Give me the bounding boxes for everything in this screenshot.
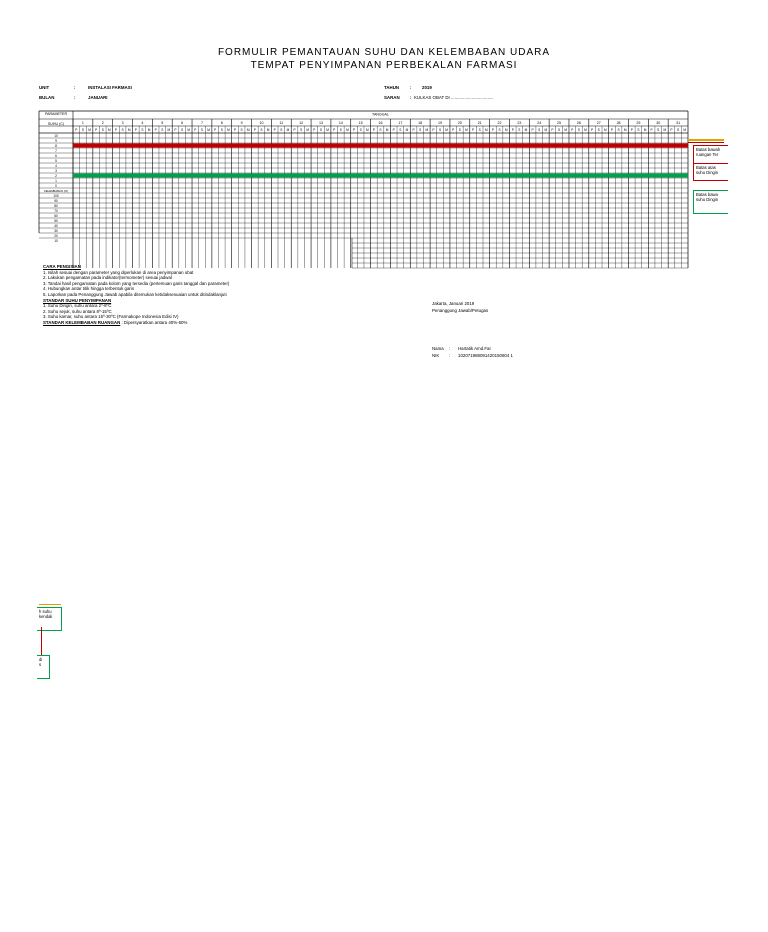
shift-label: M bbox=[346, 128, 349, 132]
bulan-separator: : bbox=[74, 95, 76, 100]
shift-label: S bbox=[538, 128, 541, 132]
note-upper-cold-limit bbox=[693, 163, 728, 181]
day-number: 15 bbox=[358, 121, 363, 125]
note-connector-red bbox=[688, 142, 724, 143]
day-number: 23 bbox=[517, 121, 522, 125]
standar-suhu-item: 1. Suhu Dingin, suhu antara 2º-8ºC bbox=[43, 303, 112, 309]
shift-label: P bbox=[333, 128, 336, 132]
signature-nama-value: Hartatik Amd.Far bbox=[458, 346, 491, 351]
shift-label: M bbox=[425, 128, 429, 132]
note-left-box2 bbox=[37, 655, 50, 679]
shift-label: P bbox=[233, 128, 237, 132]
shift-label: P bbox=[630, 128, 633, 132]
shift-label: M bbox=[88, 128, 91, 132]
shift-label: S bbox=[81, 128, 84, 132]
day-number: 10 bbox=[259, 121, 264, 125]
shift-label: P bbox=[75, 128, 78, 132]
note-connector-orange-left bbox=[39, 604, 61, 605]
day-number: 2 bbox=[101, 121, 104, 125]
shift-label: S bbox=[518, 128, 521, 132]
tahun-value: 2019 bbox=[422, 85, 432, 90]
note-text: Batas bawa bbox=[696, 192, 718, 197]
instructions bbox=[43, 264, 229, 326]
shift-label: M bbox=[524, 128, 528, 132]
row-label: 7 bbox=[55, 148, 57, 153]
standar-kelembaban-title: STANDAR KELEMBABAN RUANGAN bbox=[43, 319, 121, 325]
shift-label: S bbox=[657, 128, 660, 132]
sarana-value: KULKAS OBAT DI ................................... bbox=[414, 95, 494, 100]
day-number: 28 bbox=[616, 121, 621, 125]
cara-item: 1. Isilah sesuai dengan parameter yang diperlukan di area penyimpanan obat bbox=[43, 269, 194, 275]
shift-label: S bbox=[399, 128, 402, 132]
shift-label: M bbox=[286, 128, 290, 132]
shift-label: M bbox=[504, 128, 508, 132]
day-number: 7 bbox=[200, 121, 203, 125]
day-number: 18 bbox=[418, 121, 423, 125]
shift-label: P bbox=[194, 128, 197, 132]
shift-label: M bbox=[108, 128, 111, 132]
row-label: 90 bbox=[54, 198, 58, 203]
shift-label: P bbox=[313, 128, 316, 132]
shift-label: S bbox=[597, 128, 600, 132]
row-label: 5 bbox=[55, 158, 57, 163]
unit-label: UNIT bbox=[39, 85, 50, 90]
standar-suhu-title: STANDAR SUHU PENYIMPANAN bbox=[43, 297, 112, 303]
day-number: 16 bbox=[378, 121, 383, 125]
note-text: Batas atas bbox=[696, 165, 716, 170]
day-number: 1 bbox=[81, 121, 84, 125]
lower-limit-band bbox=[73, 173, 688, 177]
parameter-header: PARAMETER bbox=[44, 112, 68, 116]
shift-label: M bbox=[683, 128, 687, 132]
row-label: KELEMBABAN (%) bbox=[43, 188, 69, 193]
shift-label: M bbox=[465, 128, 468, 132]
shift-label: S bbox=[319, 128, 323, 132]
day-number: 30 bbox=[656, 121, 661, 125]
shift-label: P bbox=[154, 128, 157, 132]
row-label: 1 bbox=[55, 178, 57, 183]
shift-label: P bbox=[551, 128, 554, 132]
sarana-label: SARAN bbox=[384, 95, 400, 100]
note-text: suhu Dingin bbox=[696, 170, 719, 175]
day-number: 11 bbox=[279, 121, 284, 125]
day-number: 27 bbox=[596, 121, 601, 125]
form-title-line2: TEMPAT PENYIMPANAN PERBEKALAN FARMASI bbox=[250, 60, 518, 71]
cara-pengisian-title: CARA PENGISIAN bbox=[43, 264, 81, 269]
signature-nama-sep: : bbox=[449, 346, 451, 351]
shift-label: M bbox=[643, 128, 647, 132]
shift-label: S bbox=[200, 128, 204, 132]
signature-role: Penanggung Jawab/Petugas bbox=[432, 308, 489, 313]
shift-label: P bbox=[214, 128, 217, 132]
day-number: 9 bbox=[240, 121, 243, 125]
shift-label: S bbox=[260, 128, 263, 132]
day-number: 20 bbox=[457, 121, 462, 125]
day-number: 24 bbox=[537, 121, 542, 125]
shift-label: S bbox=[617, 128, 620, 132]
shift-label: S bbox=[637, 128, 640, 132]
row-label: 30 bbox=[54, 228, 58, 233]
day-number: 17 bbox=[398, 121, 403, 125]
shift-label: P bbox=[134, 128, 137, 132]
row-label: 6 bbox=[55, 153, 57, 158]
shift-label: S bbox=[121, 128, 124, 132]
day-number: 8 bbox=[220, 121, 223, 125]
note-lower-cold-limit bbox=[693, 190, 728, 214]
shift-label: M bbox=[663, 128, 667, 132]
tahun-separator: : bbox=[410, 85, 412, 90]
shift-label: P bbox=[610, 128, 614, 132]
shift-label: P bbox=[372, 128, 375, 132]
shift-label: P bbox=[273, 128, 276, 132]
row-label: 80 bbox=[54, 203, 58, 208]
signature-nama-label: Nama bbox=[432, 346, 444, 351]
tanggal-header: TANGGAL bbox=[372, 112, 389, 117]
sarana-separator: : bbox=[410, 95, 412, 100]
shift-label: M bbox=[306, 128, 310, 132]
shift-label: M bbox=[127, 128, 131, 132]
row-label: 9 bbox=[55, 138, 57, 143]
standar-suhu-item: 3. Suhu kamar, suhu antara 15º-30ºC (Farmakope Indonesia Edisi IV) bbox=[43, 314, 179, 320]
standar-kelembaban-text: : Dipersyaratkan antara 40%-60% bbox=[121, 319, 188, 325]
note-text: kendali bbox=[39, 614, 53, 619]
shift-label: M bbox=[147, 128, 151, 132]
signature-place-date: Jakarta, Januari 2019 bbox=[432, 301, 475, 306]
shift-label: P bbox=[174, 128, 177, 132]
shift-label: S bbox=[280, 128, 283, 132]
day-number: 26 bbox=[576, 121, 581, 125]
shift-label: S bbox=[577, 128, 580, 132]
shift-label: M bbox=[604, 128, 607, 132]
shift-label: M bbox=[365, 128, 369, 132]
row-label: 20 bbox=[54, 233, 58, 238]
signature-nik-sep: : bbox=[449, 353, 451, 358]
shift-label: S bbox=[161, 128, 164, 132]
shift-label: M bbox=[544, 128, 548, 132]
day-number: 6 bbox=[181, 121, 184, 125]
shift-label: S bbox=[498, 128, 501, 132]
row-label: 50 bbox=[54, 218, 58, 223]
row-label: 40 bbox=[54, 223, 58, 228]
shift-label: M bbox=[227, 128, 230, 132]
row-label: 60 bbox=[54, 213, 58, 218]
day-number: 19 bbox=[438, 121, 443, 125]
note-connector-red-left bbox=[41, 627, 42, 655]
shift-label: S bbox=[141, 128, 144, 132]
note-text: Batas bawah bbox=[696, 147, 721, 152]
shift-label: M bbox=[207, 128, 210, 132]
note-text: di bbox=[39, 657, 43, 662]
shift-label: P bbox=[352, 128, 356, 132]
day-number: 3 bbox=[121, 121, 124, 125]
note-text: s bbox=[39, 662, 42, 667]
shift-label: P bbox=[432, 128, 435, 132]
row-label: 10 bbox=[54, 238, 58, 243]
shift-label: S bbox=[438, 128, 442, 132]
bulan-value: JANUARI bbox=[88, 95, 108, 100]
row-label: 2 bbox=[55, 173, 57, 178]
shift-label: S bbox=[300, 128, 303, 132]
shift-label: S bbox=[677, 128, 680, 132]
shift-label: S bbox=[419, 128, 422, 132]
day-number: 12 bbox=[299, 121, 304, 125]
shift-label: P bbox=[511, 128, 514, 132]
day-number: 4 bbox=[141, 121, 144, 125]
day-number: 25 bbox=[557, 121, 562, 125]
cara-item: 5. Laporkan pada Penanggung Jawab apabila ditemukan ketidaksesuaian untuk ditindaklanjuti bbox=[43, 291, 227, 297]
shift-label: M bbox=[584, 128, 587, 132]
row-label: 100 bbox=[53, 193, 59, 198]
shift-label: P bbox=[472, 128, 475, 132]
shift-label: P bbox=[531, 128, 534, 132]
shift-label: S bbox=[339, 128, 342, 132]
shift-label: S bbox=[101, 128, 104, 132]
day-number: 29 bbox=[636, 121, 641, 125]
shift-label: M bbox=[484, 128, 488, 132]
shift-label: P bbox=[412, 128, 415, 132]
shift-label: S bbox=[557, 128, 561, 132]
note-lower-room-limit bbox=[693, 145, 728, 165]
row-label: 3 bbox=[55, 168, 57, 173]
standar-kelembaban bbox=[43, 320, 229, 326]
bulan-label: BULAN bbox=[39, 95, 55, 100]
day-number: 22 bbox=[497, 121, 502, 125]
shift-label: S bbox=[458, 128, 461, 132]
note-text: h suhu bbox=[39, 609, 52, 614]
shift-label: P bbox=[293, 128, 296, 132]
shift-label: M bbox=[187, 128, 191, 132]
shift-label: P bbox=[491, 128, 494, 132]
shift-label: M bbox=[385, 128, 389, 132]
row-label: 70 bbox=[54, 208, 58, 213]
shift-label: P bbox=[253, 128, 256, 132]
form-title-line1: FORMULIR PEMANTAUAN SUHU DAN KELEMBABAN UDARA bbox=[217, 47, 551, 58]
shift-label: M bbox=[445, 128, 448, 132]
shift-label: M bbox=[266, 128, 270, 132]
cara-item: 4. Hubungkan antar titik hingga terbentuk garis bbox=[43, 286, 135, 292]
shift-label: S bbox=[379, 128, 382, 132]
shift-label: M bbox=[564, 128, 567, 132]
day-number: 14 bbox=[338, 121, 343, 125]
suhu-header: SUHU (C) bbox=[47, 122, 65, 126]
shift-label: P bbox=[114, 128, 118, 132]
shift-label: P bbox=[650, 128, 653, 132]
tahun-label: TAHUN bbox=[384, 85, 400, 90]
day-number: 5 bbox=[161, 121, 164, 125]
shift-label: S bbox=[240, 128, 243, 132]
shift-label: S bbox=[478, 128, 481, 132]
shift-label: P bbox=[571, 128, 574, 132]
shift-label: P bbox=[670, 128, 673, 132]
signature-nik-value: 102071988091420150604 1 bbox=[458, 353, 513, 358]
shift-label: M bbox=[167, 128, 171, 132]
standar-suhu-item: 2. Suhu sejuk, suhu antara 8º-15ºC bbox=[43, 308, 112, 314]
unit-value: INSTALASI FARMASI bbox=[88, 85, 132, 90]
shift-label: P bbox=[392, 128, 395, 132]
day-number: 31 bbox=[676, 121, 681, 125]
shift-label: M bbox=[246, 128, 250, 132]
shift-label: P bbox=[95, 128, 98, 132]
shift-label: P bbox=[591, 128, 594, 132]
shift-label: S bbox=[181, 128, 184, 132]
note-text: suhu Dingin bbox=[696, 197, 719, 202]
day-number: 21 bbox=[477, 121, 482, 125]
unit-separator: : bbox=[74, 85, 76, 90]
row-label: 4 bbox=[55, 163, 57, 168]
shift-label: S bbox=[220, 128, 223, 132]
shift-label: M bbox=[623, 128, 627, 132]
note-connector-orange bbox=[688, 139, 724, 141]
cara-item: 2. Lakukan pengamatan pada indikator(termometer) sesuai jadwal bbox=[43, 275, 172, 281]
row-label: 0 bbox=[55, 183, 57, 188]
signature-nik-label: NIK bbox=[432, 353, 440, 358]
shift-label: P bbox=[452, 128, 455, 132]
cara-item: 3. Tandai hasil pengamatan pada kolom yang tersedia (pertemuan garis tanggal dan parameter) bbox=[43, 280, 230, 286]
row-label: 8 bbox=[55, 143, 57, 148]
upper-limit-band bbox=[73, 143, 688, 147]
shift-label: S bbox=[359, 128, 362, 132]
shift-label: M bbox=[405, 128, 409, 132]
shift-label: M bbox=[326, 128, 329, 132]
day-number: 13 bbox=[318, 121, 323, 125]
note-text: ruangan Ter bbox=[696, 152, 719, 157]
row-label: 10 bbox=[54, 133, 58, 138]
